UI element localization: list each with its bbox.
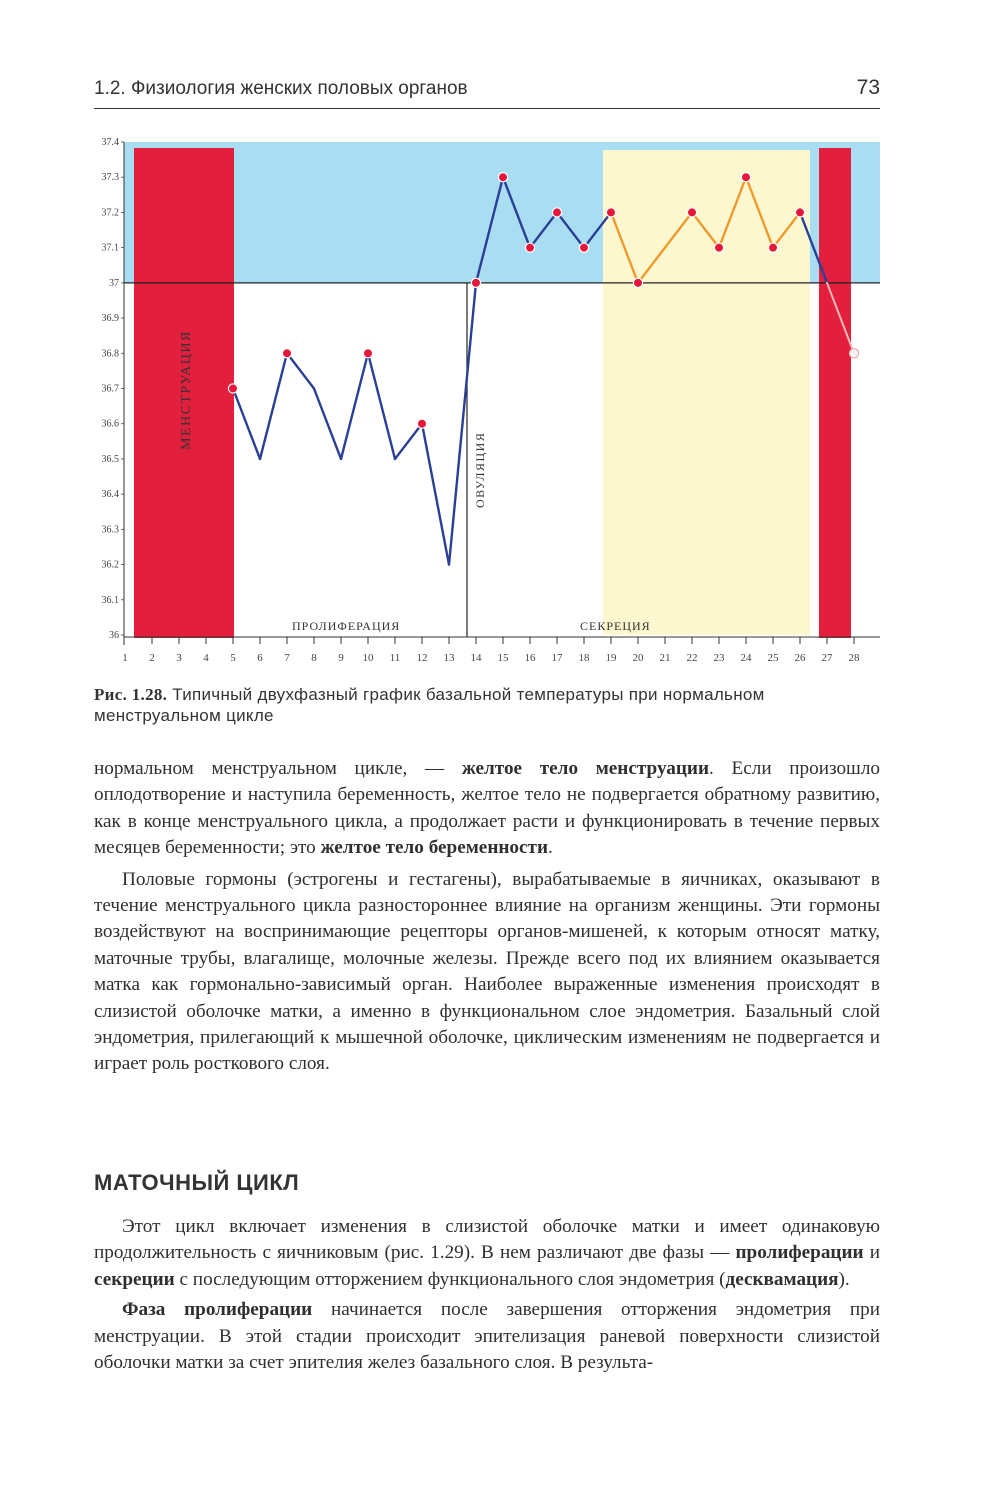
paragraph-4: [94, 1297, 880, 1376]
figure-caption: [94, 684, 880, 726]
x-tick-label: 22: [686, 652, 698, 664]
x-tick-label: 23: [713, 652, 725, 664]
y-tick-label: 36.5: [101, 453, 119, 465]
paragraph-2: Половые гормоны (эстрогены и гестагены), вырабатываемые в яичниках, оказывают в течение менструального цикла разностороннее влияние на организм женщины. Эти гормоны воздействуют на воспринимающие рецепторы органов-мишеней, к которым относят матку, маточные трубы, влагалище, молочные железы. Прежде всего под их влиянием оказывается матка как гормонально-зависимый орган. Наиболее выраженные изменения происходят в слизистой оболочке матки, а именно в функциональном слое эндометрия. Базальный слой эндометрия, прилегающий к мышечной оболочке, циклическим изменениям не подвергается и играет роль росткового слоя.: [94, 868, 880, 1075]
temperature-point: [525, 243, 534, 252]
section-title: 1.2. Физиология женских половых органов: [94, 78, 468, 99]
section-heading: МАТОЧНЫЙ ЦИКЛ: [94, 1170, 300, 1195]
temperature-point: [687, 208, 696, 217]
x-tick-label: 10: [362, 652, 374, 664]
x-tick-label: 25: [767, 652, 779, 664]
series-segment: [449, 283, 476, 565]
p1-bold-2: желтое тело беременности: [320, 837, 549, 859]
page-number: 73: [856, 76, 880, 99]
temperature-point: [228, 384, 237, 393]
x-tick-label: 12: [416, 652, 428, 664]
p1-text-1: нормальном менструальном цикле, —: [94, 758, 462, 779]
x-tick-label: 4: [203, 652, 209, 664]
y-tick-label: 37: [109, 277, 119, 289]
x-tick-label: 15: [497, 652, 509, 664]
x-tick-label: 8: [311, 652, 317, 664]
x-tick-label: 28: [848, 652, 860, 664]
x-tick-label: 2: [149, 652, 155, 664]
y-tick-label: 36.7: [101, 383, 119, 395]
temperature-point: [471, 278, 480, 287]
paragraph-3: [94, 1214, 880, 1293]
caption-label: Рис. 1.28.: [94, 685, 168, 704]
series-segment: [368, 353, 395, 459]
y-tick-label: 36.6: [101, 418, 119, 430]
menstruation-label: МЕНСТРУАЦИЯ: [179, 330, 194, 450]
p3-bold-3: десквамация: [725, 1268, 839, 1290]
temperature-point: [741, 173, 750, 182]
x-tick-label: 11: [389, 652, 401, 664]
y-tick-label: 36.4: [101, 489, 119, 501]
body-text-top: [94, 756, 880, 1078]
x-tick-label: 5: [230, 652, 236, 664]
y-tick-label: 37.2: [101, 207, 119, 219]
series-segment: [314, 389, 341, 459]
proliferation-label: ПРОЛИФЕРАЦИЯ: [292, 619, 401, 633]
p3-text-3: с последующим отторжением функционального слоя эндометрия (: [174, 1268, 726, 1290]
secretion-band: [603, 150, 810, 635]
temperature-point: [795, 208, 804, 217]
p4-text-1: начинается после завершения отторжения эндометрия при менструации. В этой стадии происходит эпителизация раневой поверхности слизистой оболочки матки за счет эпителия желез базального слоя. В результа-: [94, 1299, 880, 1374]
x-tick-label: 19: [605, 652, 617, 664]
running-header: [94, 74, 880, 109]
series-segment: [233, 389, 260, 459]
paragraph-1: [94, 756, 880, 862]
y-tick-label: 37.1: [101, 242, 119, 254]
p3-text-4: ).: [838, 1268, 850, 1290]
temperature-point: [579, 243, 588, 252]
series-segment: [260, 353, 287, 459]
p1-text-3: .: [548, 837, 553, 859]
y-tick-label: 36: [109, 630, 119, 641]
x-tick-label: 14: [470, 652, 482, 664]
x-tick-label: 3: [176, 652, 182, 664]
y-tick-label: 36.2: [101, 559, 119, 571]
series-segment: [287, 353, 314, 388]
p1-bold-1: желтое тело менструации: [461, 758, 710, 779]
x-tick-label: 6: [257, 652, 263, 664]
temperature-point: [498, 173, 507, 182]
series-segment: [341, 353, 368, 459]
x-tick-label: 18: [578, 652, 590, 664]
p4-bold-1: Фаза пролиферации: [122, 1299, 313, 1321]
p3-text-1: Этот цикл включает изменения в слизистой оболочке матки и имеет одинаковую продолжительность с яичниковым (рис. 1.29). В нем различают две фазы —: [94, 1216, 880, 1264]
temperature-point: [714, 243, 723, 252]
x-tick-label: 26: [794, 652, 806, 664]
x-tick-label: 16: [524, 652, 536, 664]
y-tick-label: 36.8: [101, 348, 119, 360]
temperature-point: [849, 349, 858, 358]
temperature-point: [768, 243, 777, 252]
body-text-bottom: [94, 1214, 880, 1376]
x-tick-label: 27: [821, 652, 833, 664]
y-tick-label: 36.9: [101, 313, 119, 325]
x-tick-label: 7: [284, 652, 290, 664]
x-tick-label: 24: [740, 652, 752, 664]
p3-text-2: и: [863, 1242, 880, 1264]
x-tick-label: 20: [632, 652, 644, 664]
p1-text-2: . Если произошло оплодотворение и наступила беременность, желтое тело не подвергается обратному развитию, как в конце менструального цикла, а продолжает расти и функционировать в течение первых месяцев беременности; это: [94, 758, 880, 859]
temperature-point: [282, 349, 291, 358]
secretion-label: СЕКРЕЦИЯ: [580, 619, 651, 633]
x-tick-label: 13: [443, 652, 455, 664]
x-tick-label: 21: [659, 652, 671, 664]
series-segment: [422, 424, 449, 565]
ovulation-label: ОВУЛЯЦИЯ: [473, 431, 487, 508]
series-segment: [395, 424, 422, 459]
y-tick-label: 37.3: [101, 172, 119, 184]
temperature-point: [633, 278, 642, 287]
y-tick-label: 37.4: [101, 137, 119, 148]
p3-bold-2: секреции: [94, 1268, 175, 1290]
temperature-point: [552, 208, 561, 217]
x-tick-label: 17: [551, 652, 563, 664]
x-tick-label: 1: [122, 652, 128, 664]
basal-temperature-chart: [94, 130, 884, 670]
p3-bold-1: пролиферации: [735, 1242, 864, 1264]
temperature-point: [606, 208, 615, 217]
x-tick-label: 9: [338, 652, 344, 664]
menstruation-bar-end: [819, 148, 851, 638]
y-tick-label: 36.1: [101, 594, 119, 606]
temperature-point: [417, 419, 426, 428]
y-tick-label: 36.3: [101, 524, 119, 536]
caption-text: Типичный двухфазный график базальной температуры при нормальном менструальном цикле: [94, 685, 765, 725]
temperature-point: [363, 349, 372, 358]
